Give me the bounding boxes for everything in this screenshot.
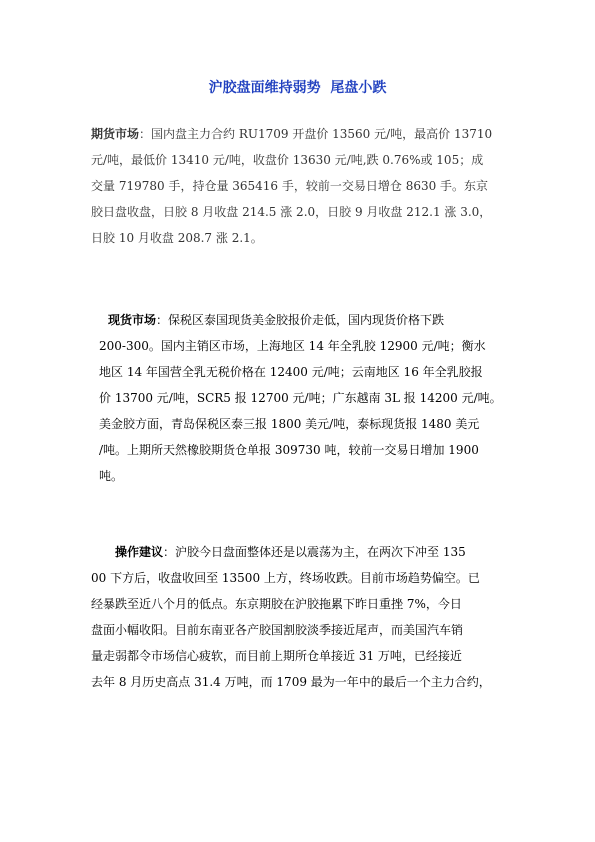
operation-advice-section: [91, 539, 521, 695]
spot-line-2: 200-300。国内主销区市场，上海地区 14 年全乳胶 12900 元/吨；衡水: [99, 339, 486, 353]
spot-line-1: [91, 307, 521, 333]
futures-line-3: 交量 719780 手，持仓量 365416 手，较前一交易日增仓 8630 手。东京: [91, 179, 489, 193]
advice-text-1: ：沪胶今日盘面整体还是以震荡为主，在两次下冲至 135: [163, 545, 466, 559]
futures-line-1: [91, 121, 521, 147]
advice-line-2: 00 下方后，收盘收回至 13500 上方，终场收跌。目前市场趋势偏空。已: [91, 571, 480, 585]
spot-line-4: 价 13700 元/吨，SCR5 报 12700 元/吨；广东越南 3L 报 14200 元/吨。: [99, 391, 502, 405]
futures-label: 期货市场: [91, 127, 140, 141]
advice-label: 操作建议: [115, 545, 164, 559]
futures-line-4: 胶日盘收盘，日胶 8 月收盘 214.5 涨 2.0，日胶 9 月收盘 212.1 涨 3.0，: [91, 205, 492, 219]
advice-line-6: 去年 8 月历史高点 31.4 万吨，而 1709 最为一年中的最后一个主力合约，: [91, 675, 491, 689]
spot-text-1: ：保税区泰国现货美金胶报价走低，国内现货价格下跌: [156, 313, 445, 327]
spot-line-5: 美金胶方面，青岛保税区泰三报 1800 美元/吨，泰标现货报 1480 美元: [99, 417, 480, 431]
futures-line-2: 元/吨，最低价 13410 元/吨，收盘价 13630 元/吨,跌 0.76%或 105；成: [91, 153, 484, 167]
spot-line-6: /吨。上期所天然橡胶期货仓单报 309730 吨，较前一交易日增加 1900: [99, 443, 479, 457]
advice-line-5: 量走弱都令市场信心疲软，而目前上期所仓单接近 31 万吨，已经接近: [91, 649, 462, 663]
spot-label: 现货市场: [108, 313, 157, 327]
futures-text-1: ：国内盘主力合约 RU1709 开盘价 13560 元/吨，最高价 13710: [139, 127, 493, 141]
spot-line-3: 地区 14 年国营全乳无税价格在 12400 元/吨；云南地区 16 年全乳胶报: [99, 365, 483, 379]
advice-line-1: [91, 539, 521, 565]
advice-line-3: 经暴跌至近八个月的低点。东京期胶在沪胶拖累下昨日重挫 7%，今日: [91, 597, 462, 611]
spot-market-section: [91, 307, 521, 489]
page-title: 沪胶盘面维持弱势 尾盘小跌: [208, 80, 387, 96]
advice-line-4: 盘面小幅收阳。目前东南亚各产胶国割胶淡季接近尾声，而美国汽车销: [91, 623, 464, 637]
futures-line-5: 日胶 10 月收盘 208.7 涨 2.1。: [91, 231, 263, 245]
futures-market-section: [91, 121, 521, 251]
spot-line-7: 吨。: [99, 469, 124, 483]
